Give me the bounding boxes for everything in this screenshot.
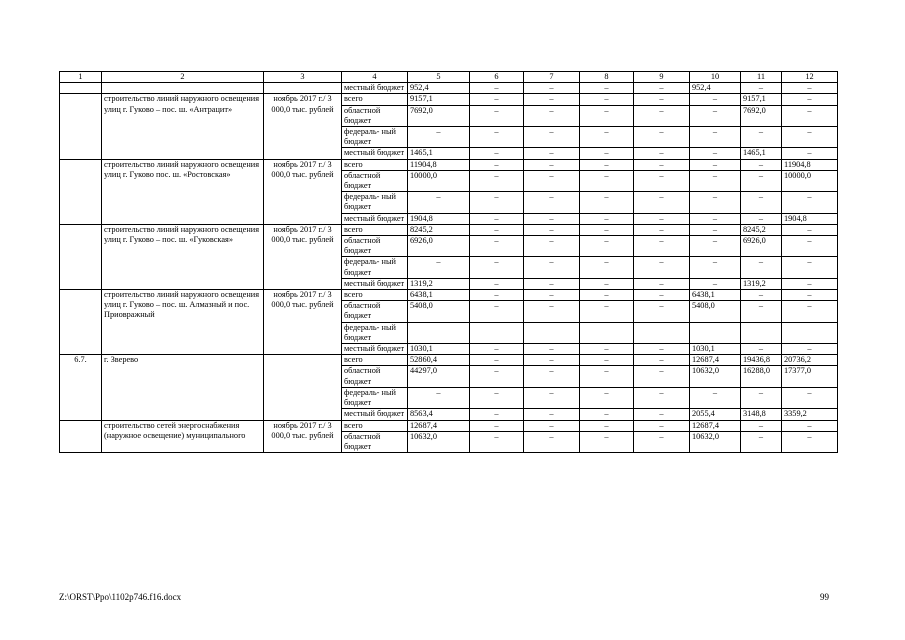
value-cell: 20736,2 bbox=[782, 355, 838, 366]
dash-cell: – bbox=[690, 213, 741, 224]
dash-cell: – bbox=[741, 213, 782, 224]
dash-cell: – bbox=[690, 170, 741, 191]
object-name-cell: г. Зверево bbox=[102, 355, 264, 420]
dash-cell: – bbox=[580, 236, 634, 257]
dash-cell: – bbox=[634, 148, 690, 159]
dash-cell: – bbox=[580, 431, 634, 452]
dash-cell: – bbox=[634, 431, 690, 452]
dash-cell: – bbox=[470, 94, 524, 105]
dash-cell: – bbox=[470, 409, 524, 420]
table-row bbox=[60, 159, 838, 170]
budget-type-cell: местный бюджет bbox=[342, 278, 408, 289]
object-name-cell: строительство сетей энергоснабжения (наружное освещение) муниципального bbox=[102, 420, 264, 453]
dash-cell: – bbox=[580, 290, 634, 301]
table-row bbox=[60, 290, 838, 301]
deadline-cell: ноябрь 2017 г./ 3 000,0 тыс. рублей bbox=[264, 420, 342, 453]
dash-cell: – bbox=[741, 431, 782, 452]
value-cell: 6926,0 bbox=[741, 236, 782, 257]
dash-cell: – bbox=[470, 105, 524, 126]
budget-type-cell: всего bbox=[342, 290, 408, 301]
dash-cell: – bbox=[470, 213, 524, 224]
total-value-cell: 10000,0 bbox=[408, 170, 470, 191]
num-cell bbox=[60, 420, 102, 453]
value-cell: 3359,2 bbox=[782, 409, 838, 420]
dash-cell: – bbox=[782, 192, 838, 213]
dash-cell: – bbox=[524, 355, 580, 366]
dash-cell: – bbox=[524, 127, 580, 148]
dash-cell: – bbox=[470, 278, 524, 289]
dash-cell: – bbox=[470, 344, 524, 355]
dash-cell: – bbox=[782, 278, 838, 289]
dash-cell: – bbox=[470, 301, 524, 322]
dash-cell: – bbox=[634, 278, 690, 289]
dash-cell: – bbox=[580, 148, 634, 159]
dash-cell: – bbox=[524, 159, 580, 170]
dash-cell: – bbox=[580, 409, 634, 420]
dash-cell: – bbox=[524, 83, 580, 94]
budget-type-cell: областной бюджет bbox=[342, 170, 408, 191]
total-value-cell: 10632,0 bbox=[408, 431, 470, 452]
value-cell: 16288,0 bbox=[741, 366, 782, 387]
dash-cell: – bbox=[470, 127, 524, 148]
column-header: 7 bbox=[524, 72, 580, 83]
dash-cell: – bbox=[690, 257, 741, 278]
column-header: 5 bbox=[408, 72, 470, 83]
table-row bbox=[60, 94, 838, 105]
value-cell: 1319,2 bbox=[741, 278, 782, 289]
num-cell bbox=[60, 94, 102, 159]
dash-cell: – bbox=[524, 278, 580, 289]
value-cell: 12687,4 bbox=[690, 355, 741, 366]
total-value-cell: 12687,4 bbox=[408, 420, 470, 431]
dash-cell: – bbox=[782, 420, 838, 431]
deadline-cell: ноябрь 2017 г./ 3 000,0 тыс. рублей bbox=[264, 224, 342, 289]
dash-cell: – bbox=[690, 159, 741, 170]
dash-cell: – bbox=[524, 420, 580, 431]
dash-cell: – bbox=[580, 213, 634, 224]
deadline-cell: ноябрь 2017 г./ 3 000,0 тыс. рублей bbox=[264, 94, 342, 159]
dash-cell: – bbox=[580, 344, 634, 355]
dash-cell: – bbox=[634, 83, 690, 94]
dash-cell: – bbox=[782, 257, 838, 278]
dash-cell: – bbox=[470, 387, 524, 408]
num-cell: 6.7. bbox=[60, 355, 102, 420]
budget-type-cell: федераль- ный бюджет bbox=[342, 127, 408, 148]
dash-cell: – bbox=[634, 213, 690, 224]
dash-cell: – bbox=[580, 170, 634, 191]
dash-cell: – bbox=[580, 366, 634, 387]
dash-cell: – bbox=[741, 159, 782, 170]
budget-type-cell: областной бюджет bbox=[342, 366, 408, 387]
dash-cell: – bbox=[782, 431, 838, 452]
budget-table bbox=[59, 71, 838, 453]
dash-cell: – bbox=[634, 105, 690, 126]
value-cell: 5408,0 bbox=[690, 301, 741, 322]
column-header: 12 bbox=[782, 72, 838, 83]
total-value-cell bbox=[408, 322, 470, 343]
column-header: 4 bbox=[342, 72, 408, 83]
deadline-cell: ноябрь 2017 г./ 3 000,0 тыс. рублей bbox=[264, 290, 342, 355]
dash-cell: – bbox=[524, 105, 580, 126]
dash-cell: – bbox=[524, 409, 580, 420]
value-cell: 7692,0 bbox=[741, 105, 782, 126]
dash-cell: – bbox=[782, 105, 838, 126]
dash-cell bbox=[741, 322, 782, 343]
budget-type-cell: местный бюджет bbox=[342, 148, 408, 159]
column-header: 1 bbox=[60, 72, 102, 83]
num-cell bbox=[60, 290, 102, 355]
budget-type-cell: федераль- ный бюджет bbox=[342, 257, 408, 278]
dash-cell: – bbox=[524, 148, 580, 159]
total-value-cell: 9157,1 bbox=[408, 94, 470, 105]
total-value-cell: – bbox=[408, 192, 470, 213]
dash-cell: – bbox=[741, 344, 782, 355]
value-cell: 10000,0 bbox=[782, 170, 838, 191]
budget-type-cell: областной бюджет bbox=[342, 105, 408, 126]
budget-type-cell: всего bbox=[342, 420, 408, 431]
total-value-cell: – bbox=[408, 387, 470, 408]
budget-type-cell: федераль- ный бюджет bbox=[342, 387, 408, 408]
dash-cell: – bbox=[634, 224, 690, 235]
dash-cell: – bbox=[580, 159, 634, 170]
dash-cell bbox=[690, 322, 741, 343]
total-value-cell: 11904,8 bbox=[408, 159, 470, 170]
dash-cell: – bbox=[634, 257, 690, 278]
num-cell bbox=[60, 83, 102, 94]
dash-cell: – bbox=[782, 290, 838, 301]
dash-cell: – bbox=[470, 431, 524, 452]
dash-cell: – bbox=[524, 192, 580, 213]
value-cell: 1465,1 bbox=[741, 148, 782, 159]
dash-cell: – bbox=[782, 224, 838, 235]
column-header: 6 bbox=[470, 72, 524, 83]
column-header: 11 bbox=[741, 72, 782, 83]
dash-cell: – bbox=[524, 170, 580, 191]
dash-cell: – bbox=[634, 344, 690, 355]
dash-cell: – bbox=[524, 290, 580, 301]
column-header: 10 bbox=[690, 72, 741, 83]
total-value-cell: 7692,0 bbox=[408, 105, 470, 126]
dash-cell: – bbox=[741, 420, 782, 431]
dash-cell: – bbox=[524, 257, 580, 278]
total-value-cell: 1319,2 bbox=[408, 278, 470, 289]
dash-cell: – bbox=[470, 148, 524, 159]
dash-cell: – bbox=[690, 278, 741, 289]
dash-cell: – bbox=[634, 387, 690, 408]
value-cell: 11904,8 bbox=[782, 159, 838, 170]
dash-cell: – bbox=[741, 170, 782, 191]
header-row bbox=[60, 72, 838, 83]
dash-cell: – bbox=[690, 236, 741, 257]
dash-cell: – bbox=[634, 290, 690, 301]
dash-cell: – bbox=[690, 192, 741, 213]
table-row bbox=[60, 83, 838, 94]
dash-cell: – bbox=[690, 148, 741, 159]
dash-cell: – bbox=[580, 257, 634, 278]
total-value-cell: 52860,4 bbox=[408, 355, 470, 366]
dash-cell: – bbox=[741, 387, 782, 408]
dash-cell: – bbox=[782, 236, 838, 257]
dash-cell: – bbox=[782, 94, 838, 105]
value-cell: 3148,8 bbox=[741, 409, 782, 420]
dash-cell bbox=[524, 322, 580, 343]
dash-cell: – bbox=[470, 170, 524, 191]
dash-cell: – bbox=[634, 409, 690, 420]
page-number: 99 bbox=[820, 592, 829, 602]
dash-cell: – bbox=[470, 355, 524, 366]
total-value-cell: – bbox=[408, 257, 470, 278]
dash-cell: – bbox=[634, 127, 690, 148]
deadline-cell: ноябрь 2017 г./ 3 000,0 тыс. рублей bbox=[264, 159, 342, 224]
dash-cell: – bbox=[470, 83, 524, 94]
dash-cell: – bbox=[782, 148, 838, 159]
name-cell bbox=[102, 83, 264, 94]
dash-cell: – bbox=[470, 420, 524, 431]
total-value-cell: 44297,0 bbox=[408, 366, 470, 387]
dash-cell: – bbox=[690, 127, 741, 148]
object-name-cell: строительство линий наружного освещения улиц г. Гуково – пос. ш. «Гуковская» bbox=[102, 224, 264, 289]
value-cell: 12687,4 bbox=[690, 420, 741, 431]
dash-cell: – bbox=[634, 355, 690, 366]
total-value-cell: 1904,8 bbox=[408, 213, 470, 224]
dash-cell: – bbox=[634, 94, 690, 105]
value-cell: 6438,1 bbox=[690, 290, 741, 301]
dash-cell bbox=[782, 322, 838, 343]
total-value-cell: 5408,0 bbox=[408, 301, 470, 322]
dash-cell: – bbox=[524, 301, 580, 322]
dash-cell: – bbox=[580, 224, 634, 235]
num-cell bbox=[60, 224, 102, 289]
total-value-cell: 8563,4 bbox=[408, 409, 470, 420]
dash-cell: – bbox=[470, 257, 524, 278]
budget-type-cell: местный бюджет bbox=[342, 344, 408, 355]
value-cell: 10632,0 bbox=[690, 366, 741, 387]
value-cell: 1904,8 bbox=[782, 213, 838, 224]
dash-cell: – bbox=[741, 192, 782, 213]
file-path: Z:\ORST\Ppo\1102p746.f16.docx bbox=[59, 592, 182, 602]
dash-cell: – bbox=[580, 301, 634, 322]
dash-cell: – bbox=[741, 83, 782, 94]
column-header: 2 bbox=[102, 72, 264, 83]
dash-cell: – bbox=[741, 301, 782, 322]
dash-cell: – bbox=[741, 290, 782, 301]
deadline-cell bbox=[264, 83, 342, 94]
dash-cell: – bbox=[470, 236, 524, 257]
budget-type-cell: областной бюджет bbox=[342, 236, 408, 257]
dash-cell: – bbox=[741, 257, 782, 278]
dash-cell: – bbox=[524, 94, 580, 105]
dash-cell: – bbox=[690, 94, 741, 105]
dash-cell: – bbox=[580, 192, 634, 213]
budget-type-cell: областной бюджет bbox=[342, 301, 408, 322]
dash-cell: – bbox=[470, 366, 524, 387]
dash-cell: – bbox=[580, 94, 634, 105]
dash-cell: – bbox=[524, 344, 580, 355]
dash-cell: – bbox=[470, 192, 524, 213]
dash-cell bbox=[634, 322, 690, 343]
budget-type-cell: федераль- ный бюджет bbox=[342, 322, 408, 343]
budget-type-cell: местный бюджет bbox=[342, 409, 408, 420]
dash-cell: – bbox=[524, 236, 580, 257]
value-cell: 10632,0 bbox=[690, 431, 741, 452]
total-value-cell: 952,4 bbox=[408, 83, 470, 94]
dash-cell: – bbox=[524, 387, 580, 408]
dash-cell: – bbox=[782, 387, 838, 408]
value-cell: 2055,4 bbox=[690, 409, 741, 420]
dash-cell: – bbox=[634, 420, 690, 431]
budget-type-cell: всего bbox=[342, 355, 408, 366]
dash-cell: – bbox=[782, 83, 838, 94]
column-header: 3 bbox=[264, 72, 342, 83]
dash-cell: – bbox=[634, 236, 690, 257]
dash-cell: – bbox=[580, 355, 634, 366]
dash-cell: – bbox=[470, 224, 524, 235]
deadline-cell bbox=[264, 355, 342, 420]
dash-cell: – bbox=[580, 387, 634, 408]
column-header: 8 bbox=[580, 72, 634, 83]
dash-cell: – bbox=[524, 213, 580, 224]
object-name-cell: строительство линий наружного освещения улиц г. Гуково пос. ш. «Ростовская» bbox=[102, 159, 264, 224]
budget-type-cell: всего bbox=[342, 94, 408, 105]
dash-cell: – bbox=[580, 105, 634, 126]
budget-type-cell: областной бюджет bbox=[342, 431, 408, 452]
budget-type-cell: всего bbox=[342, 159, 408, 170]
table-row bbox=[60, 420, 838, 431]
dash-cell: – bbox=[782, 301, 838, 322]
dash-cell: – bbox=[470, 290, 524, 301]
dash-cell: – bbox=[580, 420, 634, 431]
dash-cell: – bbox=[634, 192, 690, 213]
dash-cell: – bbox=[634, 366, 690, 387]
table-row bbox=[60, 224, 838, 235]
dash-cell: – bbox=[634, 170, 690, 191]
value-cell: 9157,1 bbox=[741, 94, 782, 105]
value-cell: 1030,1 bbox=[690, 344, 741, 355]
dash-cell: – bbox=[634, 159, 690, 170]
total-value-cell: 1030,1 bbox=[408, 344, 470, 355]
budget-type-cell: местный бюджет bbox=[342, 213, 408, 224]
dash-cell: – bbox=[470, 159, 524, 170]
value-cell: 17377,0 bbox=[782, 366, 838, 387]
dash-cell: – bbox=[580, 83, 634, 94]
dash-cell: – bbox=[741, 127, 782, 148]
dash-cell bbox=[580, 322, 634, 343]
dash-cell: – bbox=[782, 127, 838, 148]
value-cell: 19436,8 bbox=[741, 355, 782, 366]
dash-cell: – bbox=[634, 301, 690, 322]
dash-cell: – bbox=[690, 105, 741, 126]
dash-cell: – bbox=[524, 431, 580, 452]
object-name-cell: строительство линий наружного освещения улиц г. Гуково – пос. ш. Алмазный и пос. Приовражный bbox=[102, 290, 264, 355]
total-value-cell: 8245,2 bbox=[408, 224, 470, 235]
dash-cell: – bbox=[524, 224, 580, 235]
value-cell: 952,4 bbox=[690, 83, 741, 94]
total-value-cell: 1465,1 bbox=[408, 148, 470, 159]
dash-cell: – bbox=[782, 344, 838, 355]
dash-cell: – bbox=[690, 224, 741, 235]
value-cell: 8245,2 bbox=[741, 224, 782, 235]
dash-cell: – bbox=[524, 366, 580, 387]
total-value-cell: 6926,0 bbox=[408, 236, 470, 257]
table-row bbox=[60, 355, 838, 366]
column-header: 9 bbox=[634, 72, 690, 83]
budget-type-cell: федераль- ный бюджет bbox=[342, 192, 408, 213]
dash-cell bbox=[470, 322, 524, 343]
budget-type-cell: всего bbox=[342, 224, 408, 235]
budget-type-cell: местный бюджет bbox=[342, 83, 408, 94]
total-value-cell: 6438,1 bbox=[408, 290, 470, 301]
dash-cell: – bbox=[690, 387, 741, 408]
num-cell bbox=[60, 159, 102, 224]
dash-cell: – bbox=[580, 127, 634, 148]
dash-cell: – bbox=[580, 278, 634, 289]
object-name-cell: строительство линий наружного освещения улиц г. Гуково – пос. ш. «Антрацит» bbox=[102, 94, 264, 159]
total-value-cell: – bbox=[408, 127, 470, 148]
